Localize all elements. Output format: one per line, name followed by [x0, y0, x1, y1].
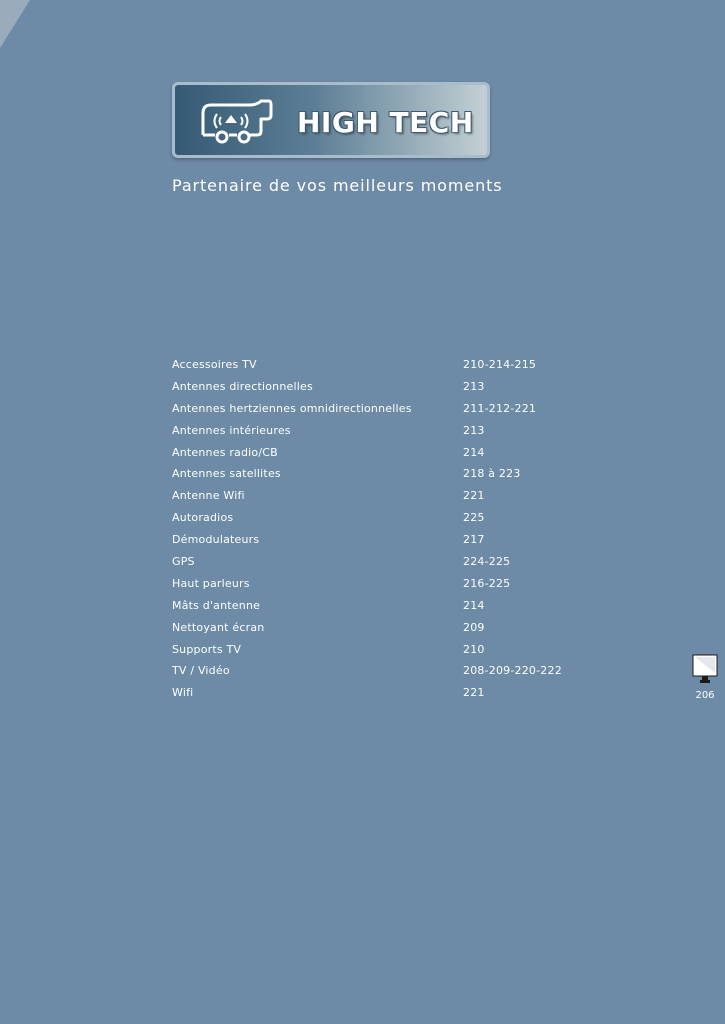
index-term: Autoradios — [172, 511, 234, 525]
index-row — [172, 463, 592, 485]
index-pages: 225 — [463, 511, 485, 525]
index-row — [172, 660, 592, 682]
index-pages: 217 — [463, 533, 485, 547]
index-term: Antennes intérieures — [172, 423, 291, 437]
index-row — [172, 551, 592, 573]
index-row — [172, 617, 592, 639]
index-pages: 214 — [463, 445, 485, 459]
index-term: Antenne Wifi — [172, 489, 245, 503]
index-term: Haut parleurs — [172, 576, 250, 590]
index-pages: 213 — [463, 379, 485, 393]
index-pages: 208-209-220-222 — [463, 664, 562, 678]
section-title: HIGH TECH — [297, 106, 474, 139]
index-term: Wifi — [172, 686, 194, 700]
index-row — [172, 398, 592, 420]
index-row — [172, 442, 592, 464]
index-pages: 224-225 — [463, 555, 511, 569]
page-corner-fold — [0, 0, 30, 48]
page-number: 206 — [695, 690, 715, 701]
section-tab — [690, 654, 720, 704]
index-term: Antennes directionnelles — [172, 379, 313, 393]
tv-screen-icon — [692, 654, 718, 684]
index-row — [172, 639, 592, 661]
index-term: Antennes radio/CB — [172, 445, 278, 459]
index-term: TV / Vidéo — [172, 664, 230, 678]
index-pages: 218 à 223 — [463, 467, 521, 481]
index-term: Démodulateurs — [172, 533, 260, 547]
index-term: Mâts d'antenne — [172, 598, 261, 612]
index-term: Antennes hertziennes omnidirectionnelles — [172, 401, 412, 415]
tagline: Partenaire de vos meilleurs moments — [172, 176, 503, 195]
index-row — [172, 573, 592, 595]
index-row — [172, 595, 592, 617]
index-term: Supports TV — [172, 642, 242, 656]
index-pages: 214 — [463, 598, 485, 612]
index-pages: 209 — [463, 620, 485, 634]
index-pages: 213 — [463, 423, 485, 437]
section-banner — [172, 82, 490, 158]
index-row — [172, 420, 592, 442]
index-row — [172, 682, 592, 704]
index-row — [172, 507, 592, 529]
index-pages: 221 — [463, 686, 485, 700]
index-pages: 210-214-215 — [463, 358, 537, 371]
index-list — [172, 354, 592, 704]
index-term: Nettoyant écran — [172, 620, 265, 634]
index-pages: 210 — [463, 642, 485, 656]
index-pages: 216-225 — [463, 576, 511, 590]
index-pages: 221 — [463, 489, 485, 503]
index-pages: 211-212-221 — [463, 401, 537, 415]
index-row — [172, 354, 592, 376]
index-term: Accessoires TV — [172, 358, 257, 371]
index-row — [172, 529, 592, 551]
index-row — [172, 376, 592, 398]
index-row — [172, 485, 592, 507]
index-term: GPS — [172, 555, 195, 569]
index-term: Antennes satellites — [172, 467, 281, 481]
camper-van-antenna-icon — [197, 97, 273, 149]
